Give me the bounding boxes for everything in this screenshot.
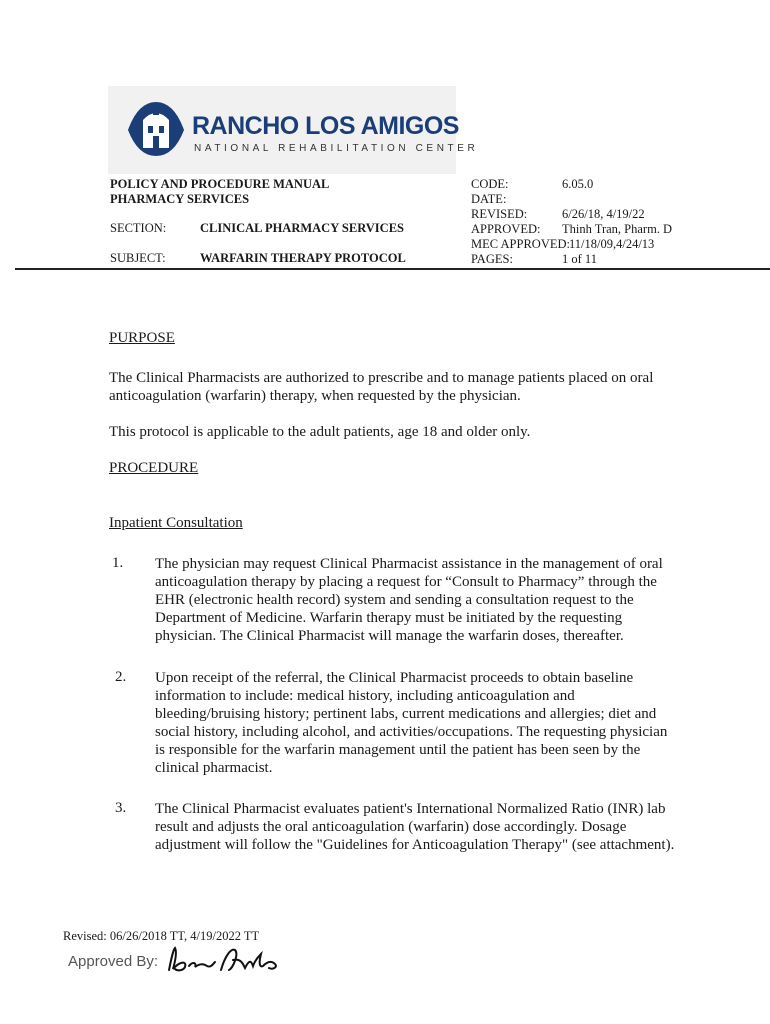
step-text: Upon receipt of the referral, the Clinical Pharmacist proceeds to obtain baseline information to include: medical history, including anticoagulation and bleeding/bruising history; pertinent labs, current medications and allergies; diet and social history, including alcohol, and activities/occupations. The requesting physician is responsible for the warfarin management until the patient has been seen by the clinical pharmacist. [155, 670, 668, 776]
step-text: The physician may request Clinical Pharmacist assistance in the management of oral anticoagulation therapy by placing a request for “Consult to Pharmacy” through the EHR (electronic health record) system and sending a consultation request to the Department of Medicine. Warfarin therapy must be initiated by the requesting physician. The Clinical Pharmacist will manage the warfarin doses, thereafter. [155, 556, 663, 644]
department-title: PHARMACY SERVICES [110, 192, 250, 206]
logo-name: RANCHO LOS AMIGOS [192, 112, 459, 140]
approved-by-label: Approved By: [68, 953, 159, 970]
signature [163, 942, 288, 976]
procedure-heading: PROCEDURE [109, 460, 199, 476]
logo-subtitle: NATIONAL REHABILITATION CENTER [194, 143, 479, 154]
mec-label: MEC APPROVED: [471, 237, 570, 251]
code-value: 6.05.0 [562, 177, 594, 191]
step-number: 1. [112, 555, 124, 571]
revised-value: 6/26/18, 4/19/22 [562, 207, 645, 221]
mec-value: 11/18/09,4/24/13 [569, 237, 655, 251]
revised-note: Revised: 06/26/2018 TT, 4/19/2022 TT [63, 929, 260, 943]
header-divider [15, 268, 770, 270]
section-label: SECTION: [110, 221, 167, 235]
step-text: The Clinical Pharmacist evaluates patient's International Normalized Ratio (INR) lab result and adjusts the oral anticoagulation (warfarin) dose accordingly. Dosage adjustment will follow the "Guidelines for Anticoagulation Therapy" (see attachment). [155, 801, 675, 853]
pages-label: PAGES: [471, 252, 513, 266]
step-number: 2. [115, 669, 127, 685]
code-label: CODE: [471, 177, 509, 191]
purpose-text: The Clinical Pharmacists are authorized to prescribe and to manage patients placed on oral anticoagulation (warfarin) therapy, when requested by the physician. [109, 370, 654, 404]
approved-value: Thinh Tran, Pharm. D [562, 222, 673, 236]
subject-value: WARFARIN THERAPY PROTOCOL [200, 251, 406, 265]
manual-title: POLICY AND PROCEDURE MANUAL [110, 177, 330, 191]
pages-value: 1 of 11 [562, 252, 597, 266]
logo [108, 86, 479, 174]
date-label: DATE: [471, 192, 507, 206]
approved-label: APPROVED: [471, 222, 541, 236]
purpose-heading: PURPOSE [109, 330, 175, 346]
mission-building-icon [124, 100, 188, 158]
step-number: 3. [115, 800, 127, 816]
inpatient-heading: Inpatient Consultation [109, 515, 243, 531]
revised-label: REVISED: [471, 207, 528, 221]
section-value: CLINICAL PHARMACY SERVICES [200, 221, 404, 235]
applicability-text: This protocol is applicable to the adult patients, age 18 and older only. [109, 424, 531, 440]
subject-label: SUBJECT: [110, 251, 166, 265]
